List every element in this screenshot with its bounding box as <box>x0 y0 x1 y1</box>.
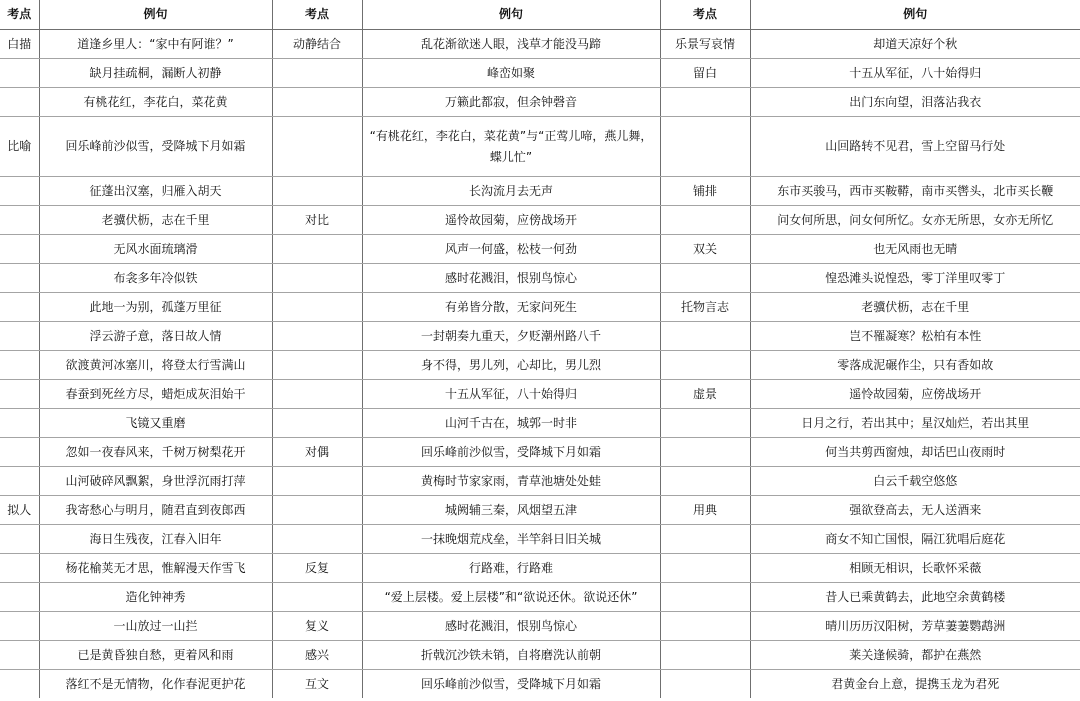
header-topic: 考点 <box>272 0 362 30</box>
example-cell: 君黄金台上意，提携玉龙为君死 <box>831 676 1000 691</box>
table-row <box>0 177 1080 206</box>
example-cell: 落红不是无情物，化作春泥更护花 <box>39 670 272 699</box>
topic-cell <box>272 88 362 117</box>
example-cell: 晴川历历汉阳树，芳草萋萋鹦鹉洲 <box>750 612 1080 641</box>
table-row <box>0 641 1080 670</box>
topic-cell <box>660 670 750 699</box>
table-row <box>0 322 1080 351</box>
topic-cell <box>0 293 39 322</box>
topic-cell <box>0 264 39 293</box>
topic-cell <box>0 409 39 438</box>
topic-cell <box>272 467 362 496</box>
topic-cell <box>0 670 39 699</box>
topic-cell <box>660 554 750 583</box>
header-topic: 考点 <box>660 0 750 30</box>
topic-cell <box>0 641 39 670</box>
topic-cell: 反复 <box>272 554 362 583</box>
topic-cell <box>660 117 750 177</box>
example-cell: 一封朝奏九重天，夕贬潮州路八千 <box>362 322 660 351</box>
example-cell: 峰峦如聚 <box>362 59 660 88</box>
example-cell: 万籁此都寂，但余钟磬音 <box>362 88 660 117</box>
topic-cell <box>0 88 39 117</box>
topic-cell: 留白 <box>660 59 750 88</box>
topic-cell <box>660 612 750 641</box>
topic-cell <box>0 554 39 583</box>
topic-cell <box>272 351 362 380</box>
topic-cell <box>0 380 39 409</box>
topic-cell: 铺排 <box>660 177 750 206</box>
topic-cell <box>272 264 362 293</box>
topic-cell: 乐景写哀情 <box>660 30 750 59</box>
table-row <box>0 206 1080 235</box>
topic-cell <box>0 612 39 641</box>
example-cell: 浮云游子意，落日故人情 <box>39 322 272 351</box>
example-cell: 布衾多年冷似铁 <box>39 264 272 293</box>
example-cell: 风声一何盛，松枝一何劲 <box>362 235 660 264</box>
topic-cell: 托物言志 <box>660 293 750 322</box>
table-row <box>0 88 1080 117</box>
example-cell: “有桃花红，李花白，菜花黄”与“正莺儿啼，燕儿舞，蝶儿忙” <box>362 117 660 177</box>
example-cell: 十五从军征，八十始得归 <box>362 380 660 409</box>
topic-cell: 虚景 <box>660 380 750 409</box>
topic-cell <box>0 177 39 206</box>
topic-cell <box>0 583 39 612</box>
header-topic: 考点 <box>0 0 39 30</box>
example-cell: “爱上层楼。爱上层楼”和“欲说还休。欲说还休” <box>362 583 660 612</box>
topic-cell: 用典 <box>660 496 750 525</box>
example-cell: 有桃花红，李花白，菜花黄 <box>39 88 272 117</box>
topic-cell: 白描 <box>0 30 39 59</box>
example-cell: 回乐峰前沙似雪，受降城下月如霜 <box>362 670 660 699</box>
topic-cell <box>660 583 750 612</box>
topic-cell <box>272 177 362 206</box>
example-cell: 惶恐滩头说惶恐，零丁洋里叹零丁 <box>750 264 1080 293</box>
topic-cell <box>272 409 362 438</box>
example-cell: 回乐峰前沙似雪，受降城下月如霜 <box>39 117 272 177</box>
example-cell: 飞镜又重磨 <box>39 409 272 438</box>
topic-cell: 双关 <box>660 235 750 264</box>
example-cell: 海日生残夜，江春入旧年 <box>39 525 272 554</box>
topic-cell <box>660 88 750 117</box>
table-row <box>0 30 1080 59</box>
example-cell: 山河破碎风飘絮，身世浮沉雨打萍 <box>39 467 272 496</box>
topic-cell <box>660 525 750 554</box>
example-cell: 杨花榆荚无才思，惟解漫天作雪飞 <box>39 554 272 583</box>
example-cell: 东市买骏马，西市买鞍鞯，南市买辔头，北市买长鞭 <box>750 177 1080 206</box>
example-cell: 我寄愁心与明月，随君直到夜郎西 <box>39 496 272 525</box>
topic-cell <box>0 235 39 264</box>
example-cell: 已是黄昏独自愁，更着风和雨 <box>39 641 272 670</box>
topic-cell <box>660 438 750 467</box>
example-cell: 感时花溅泪，恨别鸟惊心 <box>362 612 660 641</box>
table-row <box>0 235 1080 264</box>
example-cell: 相顾无相识，长歌怀采薇 <box>750 554 1080 583</box>
header-example: 例句 <box>362 0 660 30</box>
topic-cell <box>660 264 750 293</box>
example-cell: 长沟流月去无声 <box>362 177 660 206</box>
topic-cell <box>272 235 362 264</box>
example-cell: 遥怜故园菊，应傍战场开 <box>362 206 660 235</box>
example-cell: 黄梅时节家家雨，青草池塘处处蛙 <box>362 467 660 496</box>
example-cell: 老骥伏枥，志在千里 <box>750 293 1080 322</box>
example-cell: 忽如一夜春风来，千树万树梨花开 <box>39 438 272 467</box>
table-row <box>0 670 1080 699</box>
example-cell: 城阙辅三秦，风烟望五津 <box>362 496 660 525</box>
example-cell: 商女不知亡国恨，隔江犹唱后庭花 <box>750 525 1080 554</box>
topic-cell: 感兴 <box>272 641 362 670</box>
example-cell: 一抹晚烟荒戍垒，半竿斜日旧关城 <box>362 525 660 554</box>
topic-cell <box>0 438 39 467</box>
example-cell: 造化钟神秀 <box>39 583 272 612</box>
topic-cell <box>272 583 362 612</box>
topic-cell: 比喻 <box>0 117 39 177</box>
example-cell: 零落成泥碾作尘，只有香如故 <box>750 351 1080 380</box>
example-cell: 日月之行，若出其中；星汉灿烂，若出其里 <box>750 409 1080 438</box>
example-cell: 强欲登高去，无人送酒来 <box>750 496 1080 525</box>
example-cell: 无风水面琉璃滑 <box>39 235 272 264</box>
table-row <box>0 438 1080 467</box>
example-cell: 身不得，男儿列，心却比，男儿烈 <box>362 351 660 380</box>
example-cell: 征蓬出汉塞，归雁入胡天 <box>39 177 272 206</box>
example-cell: 缺月挂疏桐，漏断人初静 <box>39 59 272 88</box>
example-cell: 却道天凉好个秋 <box>750 30 1080 59</box>
table-row <box>0 351 1080 380</box>
example-cell: 也无风雨也无晴 <box>750 235 1080 264</box>
topic-cell <box>660 322 750 351</box>
example-cell: 出门东向望，泪落沾我衣 <box>750 88 1080 117</box>
example-cell: 问女何所思，问女何所忆。女亦无所思，女亦无所忆 <box>750 206 1080 235</box>
topic-cell <box>272 117 362 177</box>
topic-cell <box>272 322 362 351</box>
example-cell: 山河千古在，城郭一时非 <box>362 409 660 438</box>
example-cell: 白云千载空悠悠 <box>750 467 1080 496</box>
table-row <box>0 612 1080 641</box>
example-cell: 一山放过一山拦 <box>39 612 272 641</box>
topic-cell: 拟人 <box>0 496 39 525</box>
example-cell: 莱关逢候骑，都护在燕然 <box>750 641 1080 670</box>
topic-cell <box>660 467 750 496</box>
example-cell: 此地一为别，孤蓬万里征 <box>39 293 272 322</box>
topic-cell <box>0 525 39 554</box>
table-row <box>0 380 1080 409</box>
topic-cell: 互文 <box>272 670 362 699</box>
example-cell: 道逢乡里人：“家中有阿谁？” <box>39 30 272 59</box>
topic-cell: 对偶 <box>272 438 362 467</box>
example-cell: 老骥伏枥，志在千里 <box>39 206 272 235</box>
topic-cell <box>0 206 39 235</box>
example-cell: 岂不罹凝寒？松柏有本性 <box>750 322 1080 351</box>
topic-cell <box>0 467 39 496</box>
example-cell: 遥怜故园菊，应傍战场开 <box>750 380 1080 409</box>
table-row <box>0 554 1080 583</box>
topic-cell <box>0 59 39 88</box>
table-row <box>0 293 1080 322</box>
topic-cell <box>272 496 362 525</box>
example-cell: 感时花溅泪，恨别鸟惊心 <box>362 264 660 293</box>
example-cell: 行路难，行路难 <box>362 554 660 583</box>
topic-cell <box>0 322 39 351</box>
table-row <box>0 409 1080 438</box>
topic-cell <box>272 59 362 88</box>
table-row <box>0 496 1080 525</box>
table-row <box>0 583 1080 612</box>
topic-cell <box>660 206 750 235</box>
example-cell: 春蚕到死丝方尽，蜡炬成灰泪始干 <box>39 380 272 409</box>
example-cell: 折戟沉沙铁未销，自将磨洗认前朝 <box>362 641 660 670</box>
topic-cell <box>272 380 362 409</box>
example-cell: 山回路转不见君，雪上空留马行处 <box>750 117 1080 177</box>
table-row <box>0 117 1080 177</box>
topic-cell <box>272 293 362 322</box>
topic-cell <box>660 409 750 438</box>
table-row <box>0 264 1080 293</box>
header-example: 例句 <box>39 0 272 30</box>
example-cell: 十五从军征，八十始得归 <box>750 59 1080 88</box>
table-row <box>0 525 1080 554</box>
example-cell: 回乐峰前沙似雪，受降城下月如霜 <box>362 438 660 467</box>
table-row <box>0 467 1080 496</box>
topic-cell <box>0 351 39 380</box>
topic-cell: 复义 <box>272 612 362 641</box>
example-cell: 欲渡黄河冰塞川，将登太行雪满山 <box>39 351 272 380</box>
topic-cell <box>272 525 362 554</box>
topic-cell: 对比 <box>272 206 362 235</box>
topic-cell: 动静结合 <box>272 30 362 59</box>
table-row <box>0 59 1080 88</box>
example-cell: 乱花渐欲迷人眼，浅草才能没马蹄 <box>362 30 660 59</box>
header-example: 例句 <box>750 0 1080 30</box>
topic-cell <box>660 641 750 670</box>
header-row <box>0 0 1080 30</box>
example-cell: 有弟皆分散，无家问死生 <box>362 293 660 322</box>
topic-cell <box>660 351 750 380</box>
example-cell: 昔人已乘黄鹤去，此地空余黄鹤楼 <box>750 583 1080 612</box>
example-cell: 何当共剪西窗烛，却话巴山夜雨时 <box>750 438 1080 467</box>
